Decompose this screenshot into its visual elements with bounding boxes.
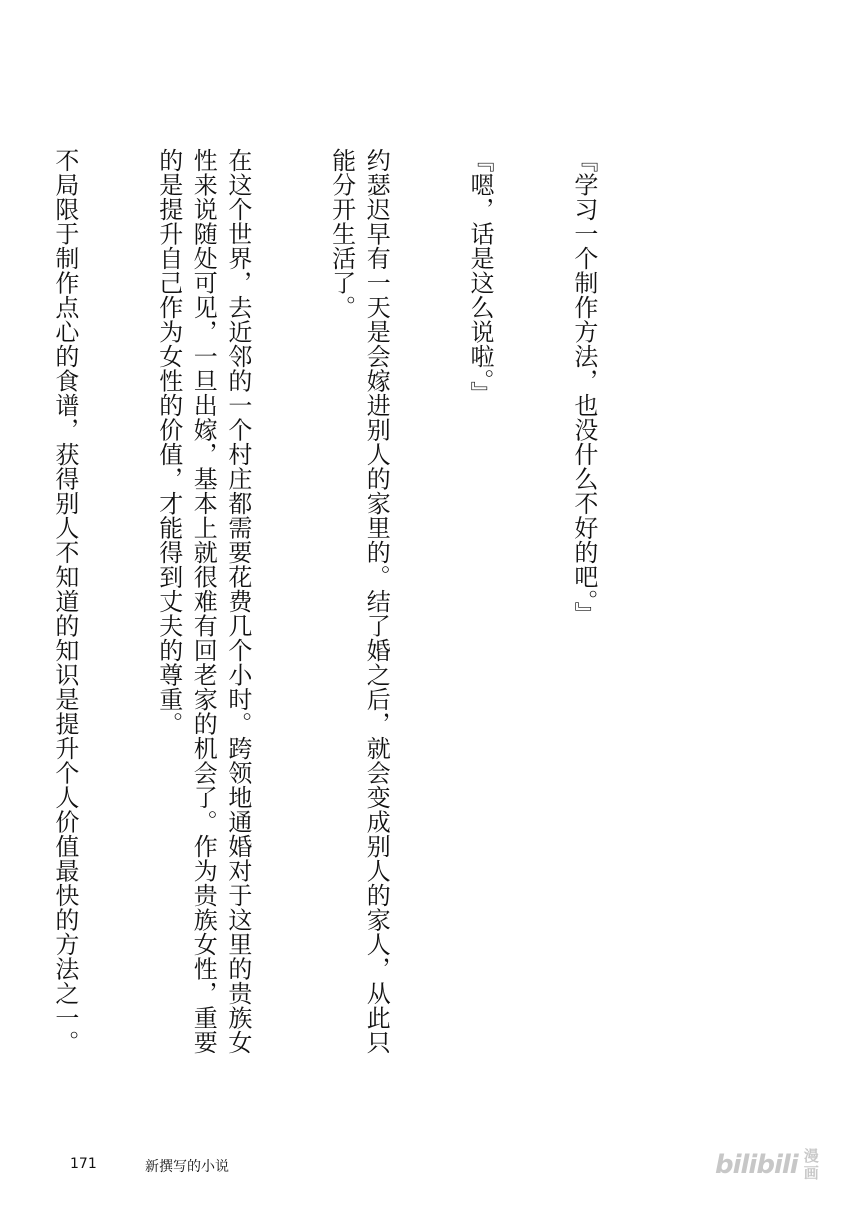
watermark-brand: bilibili [715, 1150, 798, 1180]
page-number: 171 [70, 1156, 97, 1172]
book-title: 新撰写的小说 [145, 1159, 229, 1175]
watermark-side [804, 1148, 819, 1182]
watermark-side-bottom: 画 [803, 1164, 819, 1182]
paragraph: 约瑟迟早有一天是会嫁进别人的家里的。结了婚之后，就会变成别人的家人，从此只能分开生活了。 [327, 148, 391, 1055]
vertical-text-body [50, 148, 670, 1078]
watermark-side-top: 漫 [803, 1147, 819, 1165]
paragraph: 不局限于制作点心的食谱，获得别人不知道的知识是提升个人价值最快的方法之一。 [50, 148, 79, 1055]
bilibili-watermark-logo [715, 1142, 835, 1188]
paragraph: 在这个世界，去近邻的一个村庄都需要花费几个小时。跨领地通婚对于这里的贵族女性来说随处可见，一旦出嫁，基本上就很难有回老家的机会了。作为贵族女性，重要的是提升自己作为女性的价值，才能得到丈夫的尊重。 [154, 148, 252, 1055]
paragraph: 『学习一个制作方法，也没什么不好的吧。』 [569, 148, 598, 626]
paragraph: 『嗯，话是这么说啦。』 [466, 148, 495, 406]
